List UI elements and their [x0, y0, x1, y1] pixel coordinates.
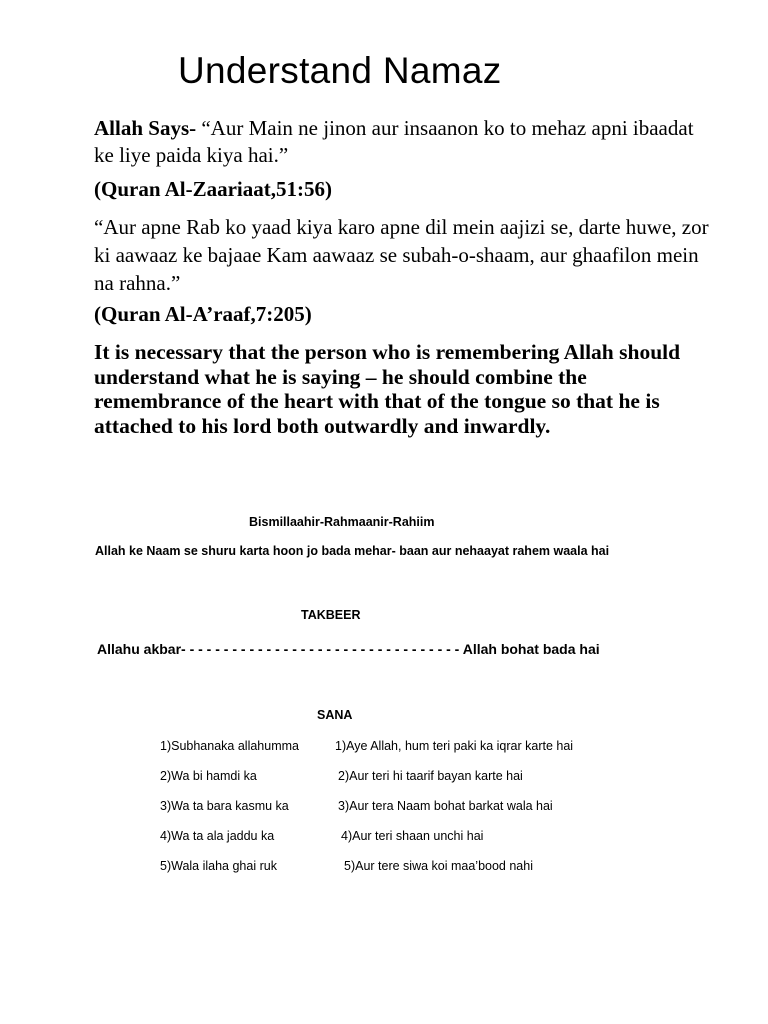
- quran-reference-araaf: (Quran Al-A’raaf,7:205): [94, 302, 312, 326]
- sana-arabic: 1)Subhanaka allahumma: [160, 739, 299, 753]
- sana-line: [0, 769, 768, 789]
- sana-arabic: 5)Wala ilaha ghai ruk: [160, 859, 277, 873]
- takbeer-heading: TAKBEER: [301, 608, 361, 622]
- sana-arabic: 2)Wa bi hamdi ka: [160, 769, 257, 783]
- sana-translation: 1)Aye Allah, hum teri paki ka iqrar karte hai: [335, 739, 574, 753]
- sana-translation: 5)Aur tere siwa koi maa’bood nahi: [344, 859, 533, 873]
- sana-heading: SANA: [317, 708, 353, 722]
- bismillah-heading: Bismillaahir-Rahmaanir-Rahiim: [249, 515, 435, 529]
- sana-arabic: 3)Wa ta bara kasmu ka: [160, 799, 289, 813]
- sana-translation: 2)Aur teri hi taarif bayan karte hai: [338, 769, 523, 783]
- page-title: Understand Namaz: [178, 50, 502, 91]
- sana-translation: 3)Aur tera Naam bohat barkat wala hai: [338, 799, 553, 813]
- intro-lead: Allah Says-: [94, 116, 202, 140]
- quote-text: “Aur apne Rab ko yaad kiya karo apne dil mein aajizi se, darte huwe, zor ki aawaaz ke bajaae Kam aawaaz se subah-o-shaam, aur ghaafilon mein na rahna.”: [94, 215, 709, 295]
- sana-line: [0, 829, 768, 849]
- sana-arabic: 4)Wa ta ala jaddu ka: [160, 829, 275, 843]
- quote-paragraph: [94, 213, 714, 297]
- main-paragraph: It is necessary that the person who is remembering Allah should understand what he is saying – he should combine the remembrance of the heart with that of the tongue so that he is attached to his lord both outwardly and inwardly.: [94, 340, 681, 438]
- bismillah-translation: Allah ke Naam se shuru karta hoon jo bada mehar- baan aur nehaayat rahem waala hai: [95, 544, 610, 558]
- sana-line: [0, 859, 768, 879]
- quran-reference-zaariaat: (Quran Al-Zaariaat,51:56): [94, 177, 332, 201]
- sana-line: [0, 739, 768, 759]
- intro-quote: “Aur Main ne jinon aur insaanon ko to mehaz apni ibaadat ke liye paida kiya hai.”: [94, 116, 694, 167]
- takbeer-line: Allahu akbar- - - - - - - - - - - - - - - - - - - - - - - - - - - - - - - - - Allah bohat bada hai: [97, 641, 600, 657]
- sana-translation: 4)Aur teri shaan unchi hai: [341, 829, 484, 843]
- intro-paragraph: [94, 115, 714, 169]
- sana-line: [0, 799, 768, 819]
